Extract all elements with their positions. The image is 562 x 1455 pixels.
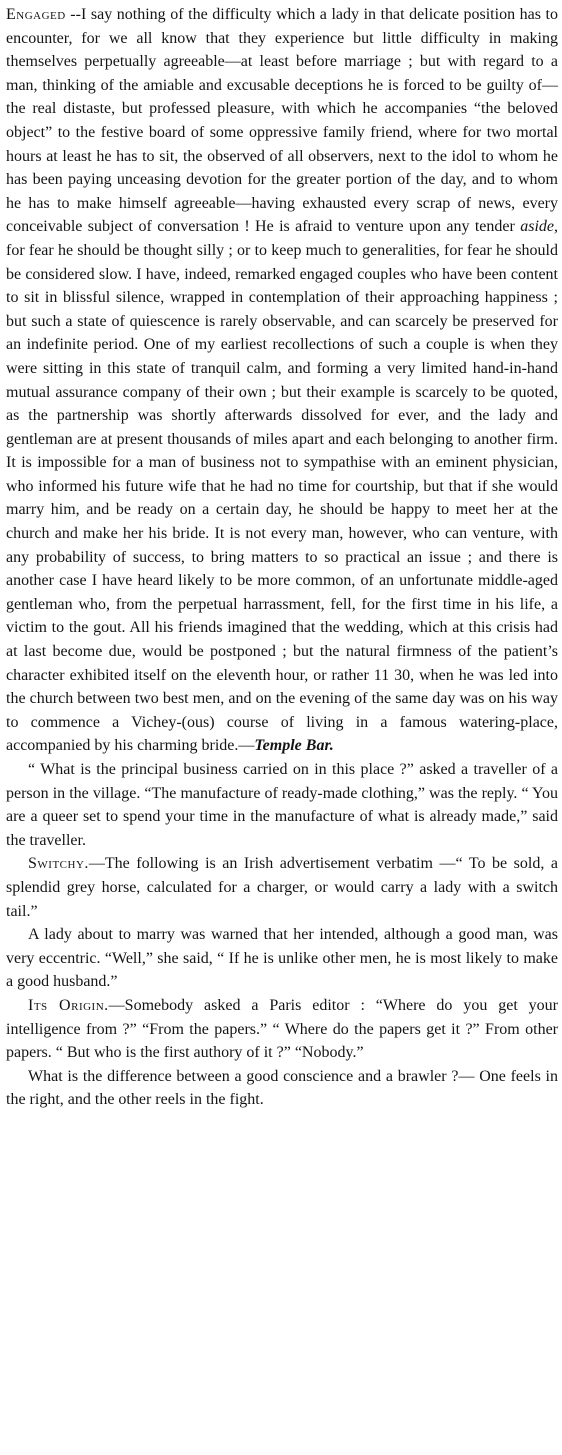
article-heading-origin: Its Origin.: [28, 996, 109, 1014]
article-text-origin: —Somebody asked a Paris editor : “Where do you get your intelligence from ?” “From the papers.” “ Where do the papers get it ?” From other papers. “ But who is the first authory of it ?” “Nobody.”: [6, 996, 558, 1062]
article-switchy: [6, 852, 558, 923]
article-text-eccentric: A lady about to marry was warned that her intended, although a good man, was very eccentric. “Well,” she said, “ If he is unlike other men, he is most likely to make a good husband.”: [6, 926, 558, 991]
article-engaged: [6, 3, 558, 758]
article-text-engaged-part1: --I say nothing of the difficulty which a lady in that delicate position has to encounter, for we all know that they experience but little difficulty in making themselves perpetually agreeable—at least before marriage ; but with regard to a man, thinking of the amiable and excusable deceptions he is forced to be guilty of—the real distaste, but professed pleasure, with which he accompanies “the beloved object” to the festive board of some oppressive family friend, where for two mortal hours at least he has to sit, the observed of all observers, next to the idol to whom he has been paying unceasing devotion for the greater portion of the day, and to whom he has to make himself agreeable—having exhausted every scrap of news, every conceivable subject of conversation ! He is afraid to venture upon any tender: [6, 6, 558, 236]
article-text-engaged-aside: aside: [520, 218, 554, 236]
article-conscience: [6, 1065, 558, 1112]
article-text-business: “ What is the principal business carried on in this place ?” asked a traveller of a person in the village. “The manufacture of ready-made clothing,” was the reply. “ You are a queer set to spend your time in the manufacture of what is already made,” said the traveller.: [6, 761, 558, 849]
article-heading-engaged: Engaged: [6, 6, 66, 23]
article-text-engaged-part2: , for fear he should be thought silly ; or to keep much to generalities, for fear he should be considered slow. I have, indeed, remarked engaged couples who have been content to sit in blissful silence, wrapped in contemplation of their approaching happiness ; but such a state of quiescence is rarely observable, and can scarcely be preserved for an indefinite period. One of my earliest recollections of such a couple is when they were sitting in this state of tranquil calm, and forming a very limited hand-in-hand mutual assurance company of their own ; but their example is scarcely to be quoted, as the partnership was shortly afterwards dissolved for ever, and the lady and gentleman are at present thousands of miles apart and each belonging to another firm. It is impossible for a man of business not to sympathise with an eminent physician, who informed his future wife that he had no time for courtship, but that if she would marry him, and be ready on a certain day, he should be happy to meet her at the church and make her his bride. It is not every man, however, who can venture, with any probability of success, to bring matters to so practical an issue ; and there is another case I have heard likely to be more common, of an unfortunate middle-aged gentleman who, from the perpetual harrassment, fell, for the first time in his life, a victim to the gout. All his friends imagined that the wedding, which at this crisis had at last become due, would be postponed ; but the natural firmness of the patient’s character exhibited itself on the eleventh hour, or rather 11 30, when he was led into the church between two best men, and on the evening of the same day was on his way to commence a Vichey-(ous) course of living in a famous watering-place, accompanied by his charming bride.—: [6, 218, 558, 755]
article-heading-switchy: Switchy.: [28, 855, 89, 873]
article-eccentric: [6, 923, 558, 994]
article-source-engaged: Temple Bar.: [254, 737, 334, 755]
article-text-switchy: —The following is an Irish advertisement verbatim —“ To be sold, a splendid grey horse, calculated for a charger, or would carry a lady with a switch tail.”: [6, 855, 558, 920]
article-business: [6, 758, 558, 852]
article-origin: [6, 994, 558, 1065]
article-text-conscience: What is the difference between a good conscience and a brawler ?— One feels in the right, and the other reels in the fight.: [6, 1067, 558, 1109]
